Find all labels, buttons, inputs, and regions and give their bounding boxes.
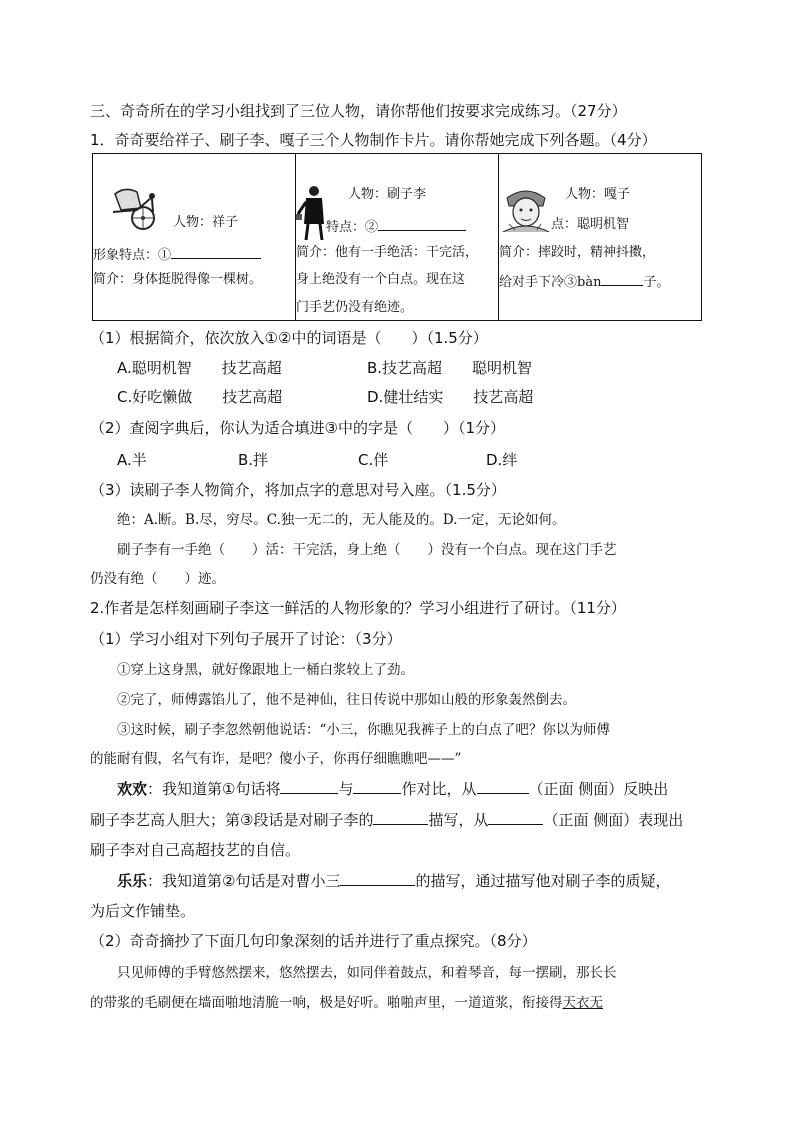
answer-blank[interactable] [280, 779, 338, 794]
answer-blank[interactable] [477, 779, 529, 794]
card-person-label: 人物：嘎子 [565, 187, 631, 202]
card-xiangzi [93, 154, 296, 321]
option-b[interactable]: B.技艺高超 聪明机智 [367, 359, 533, 377]
painter-icon [296, 184, 326, 244]
boy-portrait-icon [501, 184, 551, 236]
answer-blank[interactable] [353, 779, 401, 794]
card-intro-line-1: 简介：摔跤时，精神抖擞， [499, 245, 656, 260]
underlined-phrase: 天衣无 [562, 995, 603, 1011]
question-2-stem: 2.作者是怎样刻画刷子李这一鲜活的人物形象的？学习小组进行了研讨。（11分） [90, 599, 626, 617]
fill-in-line-2: 仍没有绝（ ）迹。 [90, 571, 225, 587]
huanhuan-line-1 [117, 779, 668, 799]
answer-blank-2[interactable] [378, 216, 466, 231]
huanhuan-text: 作对比，从 [401, 780, 477, 798]
card-intro-line-2 [499, 271, 669, 292]
card-person-label: 人物：刷子李 [348, 187, 427, 202]
card-trait-line [326, 216, 466, 237]
lele-text: ：我知道第②句话是对曹小三 [147, 872, 341, 890]
character-card-table [92, 153, 702, 321]
lele-line-1 [117, 871, 670, 891]
option-a[interactable]: A.半 [117, 451, 147, 469]
option-c[interactable]: C.伴 [358, 451, 389, 469]
huanhuan-text: 刷子李艺高人胆大；第③段话是对刷子李的 [90, 811, 374, 829]
q2-sub-1-stem: （1）学习小组对下列句子展开了讨论：（3分） [90, 630, 402, 648]
card-trait-line [93, 244, 261, 265]
card-intro-line-3: 门手艺仍没有绝迹。 [296, 300, 414, 315]
fill-in-line-1: 刷子李有一手绝（ ）活：干完活，身上绝（ ）没有一个白点。现在这门手艺 [117, 542, 617, 558]
card-trait: 点：聪明机智 [551, 217, 630, 232]
passage-line-2 [90, 993, 603, 1013]
answer-blank[interactable] [373, 810, 428, 825]
sentence-2: ②完了，师傅露馅儿了，他不是神仙，往日传说中那如山般的形象轰然倒去。 [117, 692, 576, 708]
sub-question-2-stem: （2）查阅字典后，你认为适合填进③中的字是（ ）（1分） [90, 419, 506, 437]
huanhuan-text: （正面 侧面）反映出 [528, 780, 669, 798]
card-trait-label: 特点：② [326, 220, 379, 235]
answer-blank-3[interactable] [601, 271, 643, 286]
huanhuan-text: 描写，从 [428, 811, 489, 829]
card-intro-text-end: 子。 [643, 275, 670, 290]
question-1-stem: 1．奇奇要给祥子、刷子李、嘎子三个人物制作卡片。请你帮她完成下列各题。（4分） [90, 131, 657, 149]
speaker-huanhuan: 欢欢 [117, 780, 148, 798]
option-a[interactable]: A.聪明机智 技艺高超 [117, 359, 282, 377]
huanhuan-line-2 [90, 810, 683, 830]
sentence-1: ①穿上这身黑，就好像跟地上一桶白浆较上了劲。 [117, 662, 414, 678]
passage-line-1: 只见师傅的手臂悠然摆来，悠然摆去，如同伴着鼓点，和着琴音，每一摆刷，那长长 [117, 965, 617, 981]
card-gazi [499, 154, 702, 321]
answer-blank[interactable] [340, 871, 415, 886]
sub-question-1-stem: （1）根据简介，依次放入①②中的词语是（ ）（1.5分） [90, 329, 488, 347]
card-person-label: 人物：祥子 [173, 215, 239, 230]
lele-line-2: 为后文作铺垫。 [90, 902, 196, 920]
card-intro-line-1: 简介：他有一手绝活：干完活， [296, 245, 479, 260]
card-intro-line-2: 身上绝没有一个白点。现在这 [296, 272, 466, 287]
meanings-list: 绝：A.断。B.尽，穷尽。C.独一无二的，无人能及的。D.一定，无论如何。 [117, 512, 566, 528]
option-d[interactable]: D.绊 [486, 451, 518, 469]
huanhuan-line-3: 刷子李对自己高超技艺的自信。 [90, 841, 301, 859]
sentence-3-line-1: ③这时候，刷子李忽然朝他说话：“小三，你瞧见我裤子上的白点了吧？你以为师傅 [117, 722, 610, 738]
card-intro-text: 给对手下冷③bàn [499, 275, 602, 290]
option-d[interactable]: D.健壮结实 技艺高超 [367, 388, 534, 406]
card-intro: 简介：身体挺脱得像一棵树。 [93, 272, 263, 287]
option-c[interactable]: C.好吃懒做 技艺高超 [117, 388, 283, 406]
card-trait-label: 形象特点：① [93, 248, 172, 263]
rickshaw-icon [107, 184, 159, 240]
card-shuazili [296, 154, 499, 321]
huanhuan-text: 与 [338, 780, 354, 798]
passage-text: 的带浆的毛刷便在墙面啪地清脆一响，极是好听。啪啪声里，一道道浆，衔接得 [90, 995, 563, 1011]
answer-blank-1[interactable] [171, 244, 261, 259]
sub-question-3-stem: （3）读刷子李人物简介，将加点字的意思对号入座。（1.5分） [90, 481, 506, 499]
lele-text: 的描写，通过描写他对刷子李的质疑， [415, 872, 671, 890]
speaker-lele: 乐乐 [117, 872, 148, 890]
huanhuan-text: （正面 侧面）表现出 [543, 811, 684, 829]
answer-blank[interactable] [488, 810, 543, 825]
q2-sub-2-stem: （2）奇奇摘抄了下面几句印象深刻的话并进行了重点探究。（8分） [90, 932, 537, 950]
section-heading: 三、奇奇所在的学习小组找到了三位人物，请你帮他们按要求完成练习。（27分） [90, 102, 627, 120]
option-b[interactable]: B.拌 [238, 451, 269, 469]
huanhuan-text: ：我知道第①句话将 [147, 780, 281, 798]
sentence-3-line-2: 的能耐有假，名气有诈，是吧？傻小子，你再仔细瞧瞧吧——” [90, 751, 462, 767]
